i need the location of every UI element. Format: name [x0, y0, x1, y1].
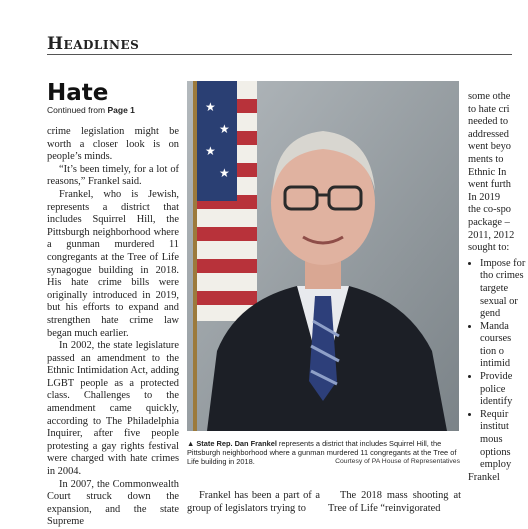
article-paragraph: “It’s been timely, for a lot of reasons,” Frankel said. [47, 163, 179, 188]
svg-text:★: ★ [205, 144, 216, 158]
bullet-item: • Provide police identify [480, 371, 528, 409]
clipped-line: needed to [468, 116, 509, 128]
article-paragraph: In 2007, the Commonwealth Court struck down the expansion, and the state Supreme [47, 478, 179, 528]
clipped-line: addressed [468, 128, 509, 140]
bullet-item: • Impose for tho crimes targete sexual or gend [480, 258, 528, 321]
photo-credit: Courtesy of PA House of Representatives [335, 458, 460, 465]
clipped-line: some othe [468, 91, 511, 102]
clipped-line: ments to [468, 153, 504, 165]
caption-lead: State Rep. Dan Frankel [196, 439, 277, 448]
clipped-line: went beyo [468, 141, 511, 153]
clipped-line: Ethnic In [468, 166, 507, 178]
bullet-list [468, 258, 528, 472]
svg-text:★: ★ [205, 100, 216, 114]
svg-text:★: ★ [219, 122, 230, 136]
section-rule [47, 54, 512, 55]
portrait-photo [187, 81, 459, 431]
svg-text:★: ★ [219, 166, 230, 180]
article-column-1 [47, 126, 179, 528]
section-heading: Headlines [47, 34, 140, 54]
clipped-line: package – [468, 216, 510, 228]
clipped-line: the co-spo [468, 204, 511, 216]
article-paragraph: crime legislation might be worth a closer look is on people’s minds. [47, 126, 179, 163]
bullet-item: • Manda courses tion o intimid [480, 321, 528, 371]
article-paragraph: The 2018 mass shooting at Tree of Life “reinvigorated [328, 490, 461, 514]
clipped-line: Frankel [468, 471, 500, 483]
clipped-line: went furth [468, 179, 511, 191]
clipped-line: In 2019 [468, 191, 501, 203]
article-column-2 [187, 490, 320, 512]
continued-page-link[interactable]: Page 1 [107, 105, 135, 115]
article-column-3 [328, 490, 461, 512]
story-title: Hate [47, 80, 109, 106]
article-column-4-clipped [468, 91, 528, 512]
continued-prefix: Continued from [47, 105, 108, 115]
clipped-line: 2011, 2012 [468, 229, 515, 241]
article-paragraph: Frankel, who is Jewish, represents a district that includes Squirrel Hill, the Pittsburgh neighborhood where a gunman murdered 11 congregants at the Tree of Life synagogue building in 2018. His hate crime bills were originally introduced in 2019, but his efforts to expand and strengthen hate crime law began much earlier. [47, 188, 179, 339]
article-paragraph: In 2002, the state legislature passed an amendment to the Ethnic Intimidation Act, adding LGBT people as a protected class. Challenges to the amendment came quickly, according to The Philadelphia Inquirer, after five people protesting a gay rights festival were charged with hate crimes in 2004. [47, 340, 179, 478]
caption-text: represents a district that includes Squirrel Hill, the Pittsburgh neighborhood where a gunman murdered 11 congregants at the Tree of Life building in 2018. [187, 439, 457, 466]
continued-line [47, 105, 135, 115]
caption-triangle-icon: ▲ [187, 439, 197, 448]
article-paragraph: Frankel has been a part of a group of legislators trying to [187, 490, 320, 514]
portrait-illustration [187, 81, 459, 431]
bullet-item: • Requir institut mous options employ [480, 409, 528, 472]
photo-caption [187, 439, 460, 466]
clipped-line: sought to: [468, 242, 510, 254]
clipped-line: to hate cri [468, 103, 510, 115]
